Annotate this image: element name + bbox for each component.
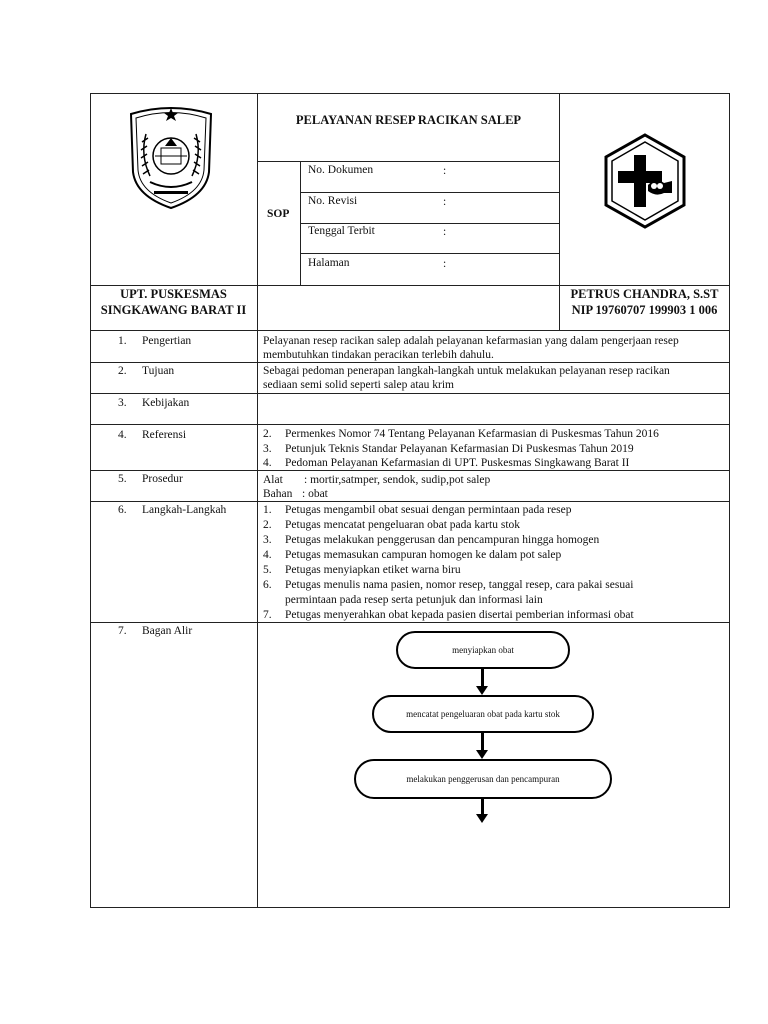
org-row-line <box>90 330 730 331</box>
title-underline <box>257 161 560 162</box>
step-text: Petugas menulis nama pasien, nomor resep, tanggal resep, cara pakai sesuai <box>285 579 634 591</box>
flowchart-arrow <box>481 669 484 687</box>
step-number: 6. <box>263 579 272 591</box>
organization-name <box>90 286 257 318</box>
step-text-continuation: permintaan pada resep serta petunjuk dan informasi lain <box>285 594 543 606</box>
section-number: 7. <box>118 625 127 637</box>
step-text: Petugas memasukan campuran homogen ke dalam pot salep <box>285 549 562 561</box>
pharmacy-cross-logo <box>604 133 686 229</box>
flowchart-step: menyiapkan obat <box>396 631 570 669</box>
head-signature-block <box>560 286 729 318</box>
row-line-1 <box>90 362 730 363</box>
step-number: 5. <box>263 564 272 576</box>
section-number: 4. <box>118 429 127 441</box>
procedure-key: Bahan <box>263 488 293 500</box>
frame-top <box>90 93 730 94</box>
list-item-number: 2. <box>263 428 272 440</box>
section-text: sediaan semi solid seperti salep atau krim <box>263 379 454 391</box>
meta-colon: : <box>443 196 447 208</box>
sop-label: SOP <box>267 208 290 220</box>
meta-label-page: Halaman <box>308 257 350 269</box>
flowchart-arrowhead <box>476 814 488 823</box>
procedure-value: : obat <box>302 488 328 500</box>
step-text: Petugas mencatat pengeluaran obat pada kartu stok <box>285 519 521 531</box>
step-number: 2. <box>263 519 272 531</box>
step-text: Petugas melakukan penggerusan dan pencampuran hingga homogen <box>285 534 600 546</box>
row-line-5 <box>90 501 730 502</box>
step-text: Petugas mengambil obat sesuai dengan permintaan pada resep <box>285 504 572 516</box>
section-label-bagan-alir: Bagan Alir <box>142 625 193 637</box>
regional-emblem-logo <box>126 100 216 212</box>
list-item: Petunjuk Teknis Standar Pelayanan Kefarmasian Di Puskesmas Tahun 2019 <box>285 443 634 455</box>
section-number: 3. <box>118 397 127 409</box>
list-item: Permenkes Nomor 74 Tentang Pelayanan Kefarmasian di Puskesmas Tahun 2016 <box>285 428 659 440</box>
meta-line-3 <box>300 253 560 254</box>
section-number: 5. <box>118 473 127 485</box>
meta-label-revision: No. Revisi <box>308 195 358 207</box>
section-label-langkah: Langkah-Langkah <box>142 504 227 516</box>
section-label-pengertian: Pengertian <box>142 335 192 347</box>
organization-line-1: UPT. PUSKESMAS <box>120 287 227 301</box>
organization-line-2: SINGKAWANG BARAT II <box>100 303 247 317</box>
row-line-6 <box>90 622 730 623</box>
section-number: 6. <box>118 504 127 516</box>
section-number: 1. <box>118 335 127 347</box>
step-text: Petugas menyiapkan etiket warna biru <box>285 564 461 576</box>
meta-label-document-number: No. Dokumen <box>308 164 374 176</box>
step-number: 1. <box>263 504 272 516</box>
document-title: PELAYANAN RESEP RACIKAN SALEP <box>295 113 522 127</box>
list-item-number: 4. <box>263 457 272 469</box>
section-label-kebijakan: Kebijakan <box>142 397 190 409</box>
flowchart-step: melakukan penggerusan dan pencampuran <box>354 759 612 799</box>
meta-colon: : <box>443 258 447 270</box>
step-number: 7. <box>263 609 272 621</box>
head-nip: NIP 19760707 199903 1 006 <box>571 303 718 317</box>
procedure-value: : mortir,satmper, sendok, sudip,pot salep <box>304 474 491 486</box>
step-text: Petugas menyerahkan obat kepada pasien disertai pemberian informasi obat <box>285 609 634 621</box>
meta-line-1 <box>300 192 560 193</box>
row-line-2 <box>90 393 730 394</box>
section-label-referensi: Referensi <box>142 429 187 441</box>
list-item: Pedoman Pelayanan Kefarmasian di UPT. Puskesmas Singkawang Barat II <box>285 457 630 469</box>
flowchart-arrow <box>481 733 484 751</box>
section-text: membutuhkan tindakan peracikan terlebih dahulu. <box>263 349 494 361</box>
meta-colon: : <box>443 165 447 177</box>
section-label-prosedur: Prosedur <box>142 473 183 485</box>
row-line-4 <box>90 470 730 471</box>
section-number: 2. <box>118 365 127 377</box>
meta-colon: : <box>443 226 447 238</box>
meta-label-issue-date: Tenggal Terbit <box>308 225 375 237</box>
head-name: PETRUS CHANDRA, S.ST <box>570 287 719 301</box>
flowchart-arrowhead <box>476 750 488 759</box>
flowchart-step: mencatat pengeluaran obat pada kartu stok <box>372 695 594 733</box>
section-text: Sebagai pedoman penerapan langkah-langkah untuk melakukan pelayanan resep racikan <box>263 365 670 377</box>
flowchart-arrowhead <box>476 686 488 695</box>
step-number: 4. <box>263 549 272 561</box>
section-text: Pelayanan resep racikan salep adalah pelayanan kefarmasian yang dalam pengerjaan resep <box>263 335 679 347</box>
list-item-number: 3. <box>263 443 272 455</box>
section-label-tujuan: Tujuan <box>142 365 175 377</box>
frame-bottom <box>90 907 730 908</box>
procedure-key: Alat <box>263 474 283 486</box>
step-number: 3. <box>263 534 272 546</box>
flowchart-arrow <box>481 799 484 815</box>
row-line-3 <box>90 424 730 425</box>
